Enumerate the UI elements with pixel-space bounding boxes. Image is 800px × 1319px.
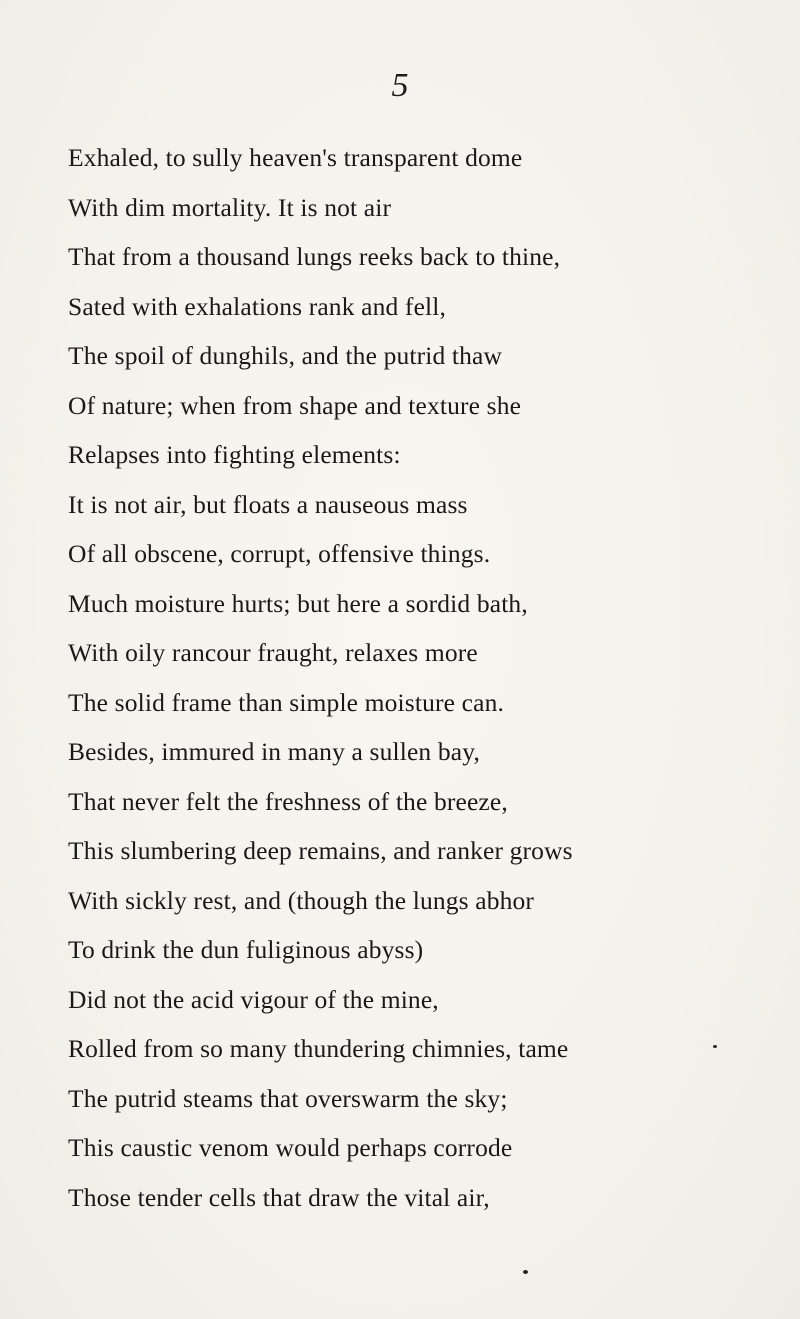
poem-line: The spoil of dunghils, and the putrid thaw [68,341,503,370]
ink-speck [713,1045,717,1048]
ink-speck [523,1270,528,1274]
poem-line: The solid frame than simple moisture can. [68,687,504,717]
poem-line: To drink the dun fuliginous abyss) [68,935,424,964]
poem-line: Sated with exhalations rank and fell, [68,291,447,321]
poem-line: Did not the acid vigour of the mine, [68,984,439,1014]
poem-line: It is not air, but floats a nauseous mass [68,489,468,519]
poem-line: Much moisture hurts; but here a sordid bath, [68,588,528,618]
poem-line: The putrid steams that overswarm the sky; [68,1083,508,1113]
poem-line: This slumbering deep remains, and ranker grows [68,836,573,865]
poem-line: That never felt the freshness of the breeze, [68,786,508,816]
poem-text [68,133,768,1222]
poem-line: Besides, immured in many a sullen bay, [68,737,480,766]
poem-line: That from a thousand lungs reeks back to thine, [68,242,561,271]
poem-line: With dim mortality. It is not air [68,192,392,222]
poem-line: Of nature; when from shape and texture she [68,390,522,420]
poem-line: Relapses into fighting elements: [68,440,401,469]
poem-line: Those tender cells that draw the vital air, [68,1182,490,1212]
poem-line: Exhaled, to sully heaven's transparent dome [68,143,523,172]
poem-line: Of all obscene, corrupt, offensive things. [68,539,491,568]
poem-line: With oily rancour fraught, relaxes more [68,638,478,667]
poem-line: Rolled from so many thundering chimnies, tame [68,1034,569,1063]
poem-line: This caustic venom would perhaps corrode [68,1133,513,1162]
page-number: 5 [391,67,409,104]
poem-line: With sickly rest, and (though the lungs abhor [68,885,535,915]
